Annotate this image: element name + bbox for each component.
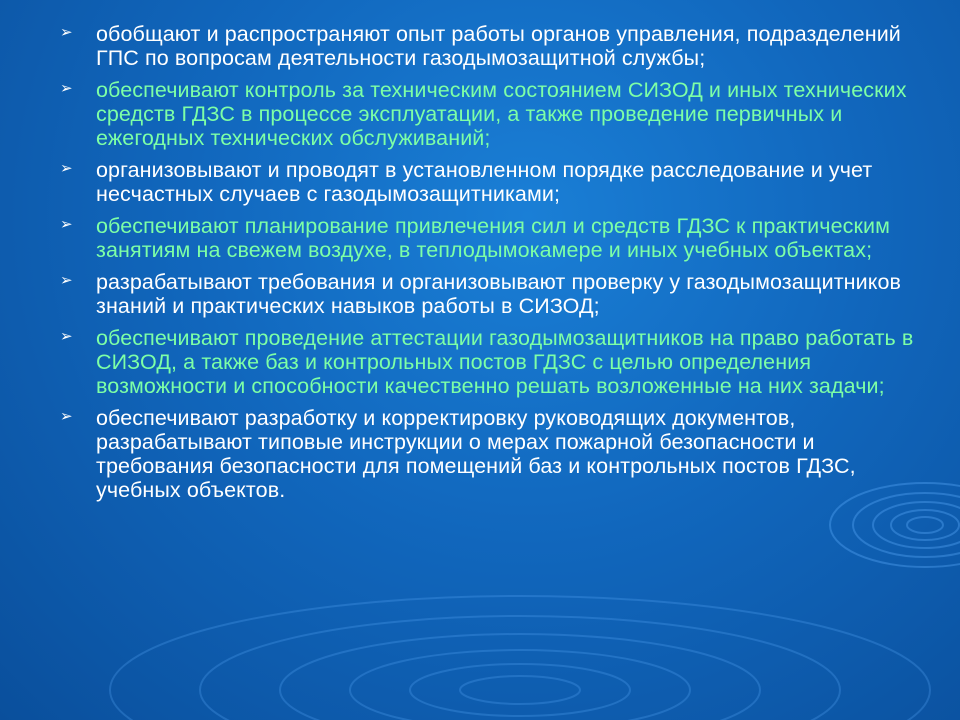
list-item-text: обеспечивают разработку и корректировку руководящих документов, разрабатывают типовые инструкции о мерах пожарной безопасности и требования безопасности для помещений баз и контрольных постов ГДЗС, учебных объектов.: [96, 406, 856, 502]
list-item: [60, 22, 920, 70]
list-item-text: обеспечивают планирование привлечения сил и средств ГДЗС к практическим занятиям на свежем воздухе, в теплодымокамере и иных учебных объектах;: [96, 214, 890, 262]
list-item-text: организовывают и проводят в установленном порядке расследование и учет несчастных случаев с газодымозащитниками;: [96, 158, 873, 206]
list-item: [60, 326, 920, 398]
list-item: [60, 158, 920, 206]
list-item-text: разрабатывают требования и организовывают проверку у газодымозащитников знаний и практических навыков работы в СИЗОД;: [96, 270, 902, 318]
chevron-right-arrow-icon: ➢: [60, 328, 73, 345]
list-item: [60, 78, 920, 150]
list-item: [60, 406, 920, 502]
chevron-right-arrow-icon: ➢: [60, 216, 73, 233]
chevron-right-arrow-icon: ➢: [60, 272, 73, 289]
list-item-text: обобщают и распространяют опыт работы органов управления, подразделений ГПС по вопросам деятельности газодымозащитной службы;: [96, 22, 901, 70]
chevron-right-arrow-icon: ➢: [60, 408, 73, 425]
bullet-list: [60, 22, 920, 510]
chevron-right-arrow-icon: ➢: [60, 24, 73, 41]
chevron-right-arrow-icon: ➢: [60, 80, 73, 97]
list-item-text: обеспечивают контроль за техническим состоянием СИЗОД и иных технических средств ГДЗС в процессе эксплуатации, а также проведение первичных и ежегодных технических обслуживаний;: [96, 78, 907, 150]
chevron-right-arrow-icon: ➢: [60, 160, 73, 177]
list-item: [60, 214, 920, 262]
list-item: [60, 270, 920, 318]
list-item-text: обеспечивают проведение аттестации газодымозащитников на право работать в СИЗОД, а также баз и контрольных постов ГДЗС с целью определения возможности и способности качественно решать возложенные на них задачи;: [96, 326, 914, 398]
